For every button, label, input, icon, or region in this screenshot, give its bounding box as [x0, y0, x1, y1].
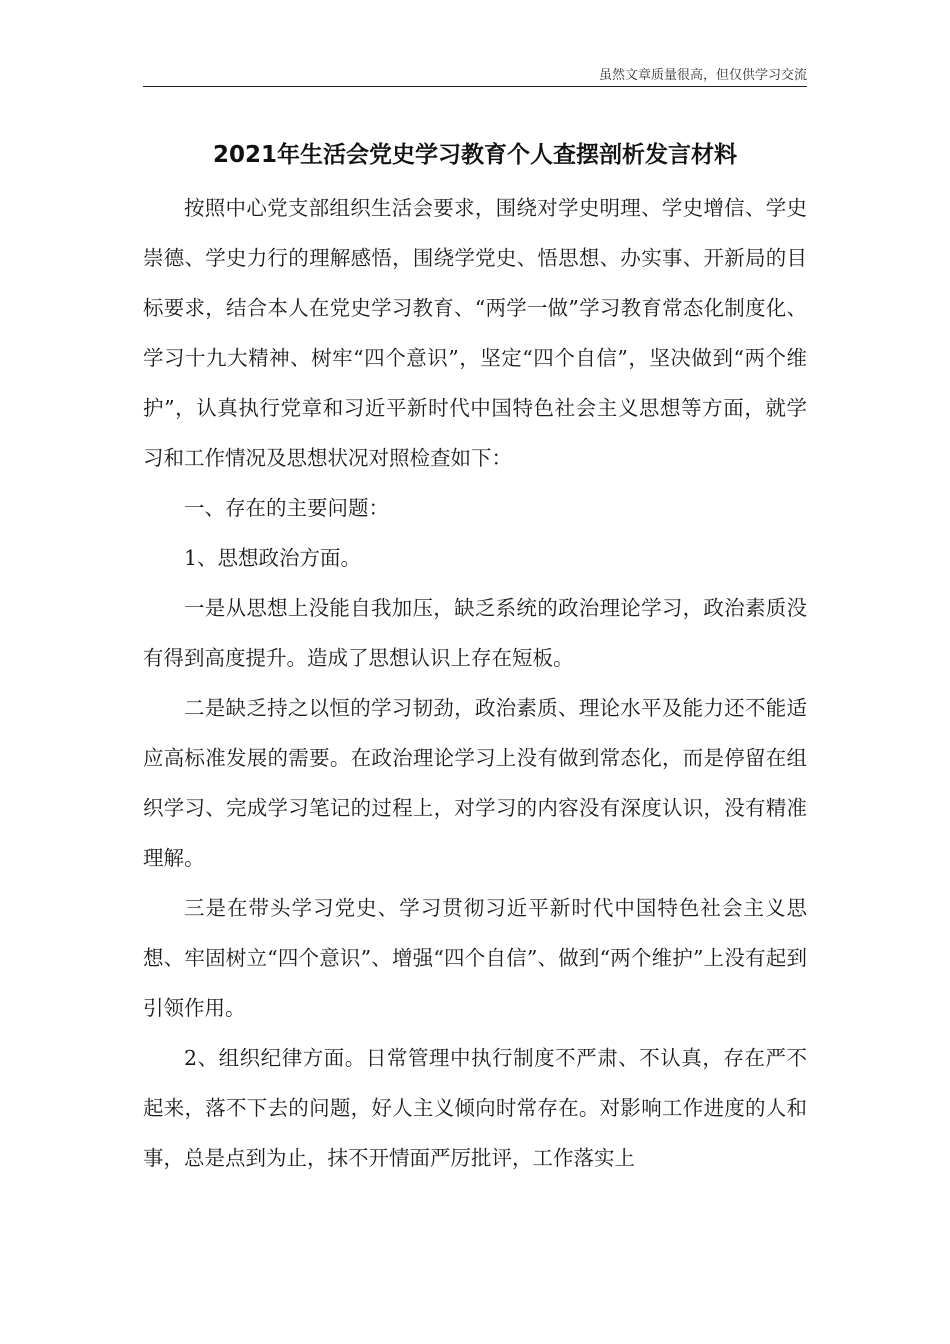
paragraph-subsection-1: 1、思想政治方面。	[184, 546, 362, 570]
document-body	[143, 183, 807, 1183]
paragraph-intro: 按照中心党支部组织生活会要求，围绕对学史明理、学史增信、学史崇德、学史力行的理解感悟，围绕学党史、悟思想、办实事、开新局的目标要求，结合本人在党史学习教育、“两学一做”学习教育常态化制度化、学习十九大精神、树牢“四个意识”，坚定“四个自信”，坚决做到“两个维护”，认真执行党章和习近平新时代中国特色社会主义思想等方面，就学习和工作情况及思想状况对照检查如下：	[143, 196, 807, 470]
paragraph-section-heading: 一、存在的主要问题：	[184, 496, 389, 520]
paragraph-point-1: 一是从思想上没能自我加压，缺乏系统的政治理论学习，政治素质没有得到高度提升。造成了思想认识上存在短板。	[143, 596, 807, 670]
paragraph-point-2: 二是缺乏持之以恒的学习韧劲，政治素质、理论水平及能力还不能适应高标准发展的需要。在政治理论学习上没有做到常态化，而是停留在组织学习、完成学习笔记的过程上，对学习的内容没有深度认识，没有精准理解。	[143, 696, 807, 870]
paragraph-subsection-2: 2、组织纪律方面。日常管理中执行制度不严肃、不认真，存在严不起来，落不下去的问题，好人主义倾向时常存在。对影响工作进度的人和事，总是点到为止，抹不开情面严厉批评，工作落实上	[143, 1046, 807, 1170]
page-header	[143, 60, 807, 87]
document-title: 2021年生活会党史学习教育个人查摆剖析发言材料	[212, 142, 737, 168]
header-text: 虽然文章质量很高，但仅供学习交流	[598, 68, 807, 83]
paragraph-point-3: 三是在带头学习党史、学习贯彻习近平新时代中国特色社会主义思想、牢固树立“四个意识”、增强“四个自信”、做到“两个维护”上没有起到引领作用。	[143, 896, 807, 1020]
